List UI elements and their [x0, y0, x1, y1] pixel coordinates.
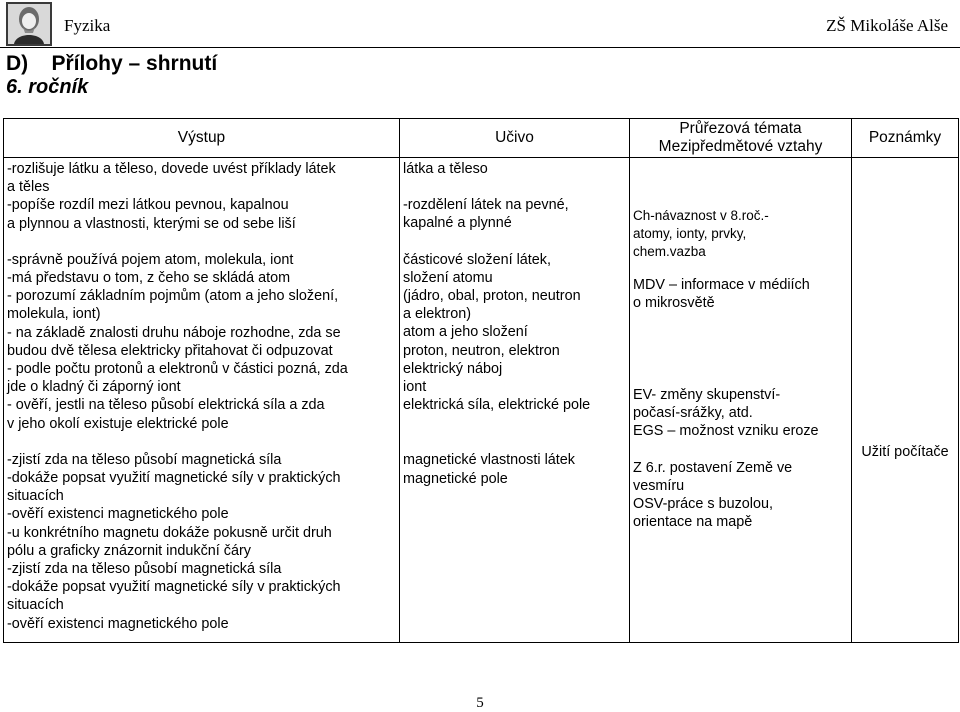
ucivo-block-magnetismus: magnetické vlastnosti látek magnetické pole [403, 452, 575, 487]
column-header-prurezova-temata: Průřezová témata Mezipředmětové vztahy [630, 119, 852, 158]
ucivo-block-rozdeleni: -rozdělení látek na pevné, kapalné a plynné [403, 197, 569, 232]
section-title: D) Přílohy – shrnutí [6, 52, 218, 75]
header-school-name: ZŠ Mikoláše Alše [826, 16, 948, 35]
poznamka-uziti-pocitace: Užití počítače [861, 444, 949, 460]
vystup-block-latka: -rozlišuje látku a těleso, dovede uvést příklady látek a těles -popíše rozdíl mezi látkou pevnou, kapalnou a plynnou a vlastnosti, kterými se od sebe liší [7, 161, 336, 232]
ucivo-block-latka: látka a těleso [403, 161, 488, 177]
curriculum-table [3, 118, 959, 643]
ucivo-cell [400, 158, 630, 643]
vystup-block-atom: -správně používá pojem atom, molekula, iont -má představu o tom, z čeho se skládá atom - porozumí základním pojmům (atom a jeho složení, molekula, iont) - na základě znalosti druhu náboje rozhodne, zda se budou dvě tělesa elektricky přitahovat či odpuzovat - podle počtu protonů a elektronů v částici pozná, zda jde o kladný či záporný iont - ověří, jestli na těleso působí elektrická síla a zda v jeho okolí existuje elektrické pole [7, 251, 348, 432]
ucivo-block-castice: částicové složení látek, složení atomu (jádro, obal, proton, neutron a elektron) atom a jeho složení proton, neutron, elektron elektrický náboj iont elektrická síla, elektrické pole [403, 251, 591, 414]
vystup-block-magnetismus: -zjistí zda na těleso působí magnetická síla -dokáže popsat využití magnetické síly v praktických situacích -ověří existenci magnetického pole -u konkrétního magnetu dokáže pokusně určit druh pólu a graficky znázornit indukční čáry -zjistí zda na těleso působí magnetická síla -dokáže popsat využití magnetické síly v praktických situacích -ověří existenci magnetického pole [7, 451, 341, 632]
table-header-row [4, 119, 959, 158]
header-divider [0, 47, 960, 48]
page-header [0, 0, 960, 44]
page-number: 5 [476, 695, 484, 711]
column-header-poznamky: Poznámky [852, 119, 959, 158]
poznamky-cell [852, 158, 959, 643]
header-subject: Fyzika [64, 16, 111, 35]
vystup-cell [4, 158, 400, 643]
prurezova-temata-cell [630, 158, 852, 643]
column-header-ucivo: Učivo [400, 119, 630, 158]
table-row [4, 158, 959, 643]
school-logo-portrait-icon [6, 2, 52, 46]
prurez-block-zemepis: Z 6.r. postavení Země ve vesmíru OSV-práce s buzolou, orientace na mapě [633, 459, 793, 531]
prurez-block-chemie: Ch-návaznost v 8.roč.- atomy, ionty, prvky, chem.vazba [633, 208, 769, 260]
column-header-vystup: Výstup [4, 119, 400, 158]
prurez-block-mdv: MDV – informace v médiích o mikrosvětě [633, 276, 810, 311]
prurez-block-ev: EV- změny skupenství- počasí-srážky, atd. EGS – možnost vzniku eroze [633, 387, 819, 440]
section-subtitle: 6. ročník [6, 76, 89, 98]
